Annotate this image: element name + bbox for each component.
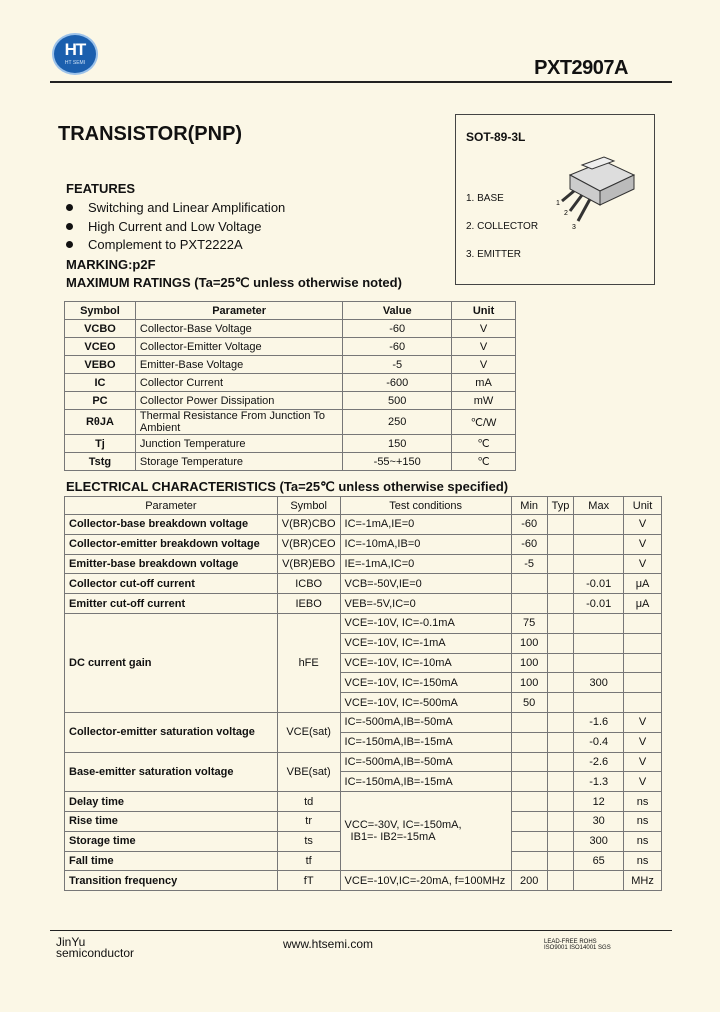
cell <box>547 534 574 554</box>
cell: Collector cut-off current <box>65 574 278 594</box>
cell: IC=-500mA,IB=-50mA <box>340 712 511 732</box>
cell <box>547 515 574 535</box>
cell: Fall time <box>65 851 278 871</box>
electrical-heading: ELECTRICAL CHARACTERISTICS (Ta=25℃ unless otherwise specified) <box>66 479 509 494</box>
cell: ℃ <box>452 453 516 471</box>
cell: Storage Temperature <box>135 453 342 471</box>
cell <box>547 613 574 633</box>
cell: μA <box>624 574 662 594</box>
cell: μA <box>624 594 662 614</box>
cell: VCE=-10V,IC=-20mA, f=100MHz <box>340 871 511 891</box>
cell: -60 <box>343 338 452 356</box>
cell: Collector Current <box>135 374 342 392</box>
cell: V <box>624 534 662 554</box>
pin-label-2: 2. COLLECTOR <box>466 221 539 232</box>
table-row <box>65 594 662 614</box>
switching-conditions <box>340 792 511 871</box>
cell: -60 <box>343 320 452 338</box>
col-header: Symbol <box>277 497 340 515</box>
cell <box>511 772 547 792</box>
svg-text:1: 1 <box>556 200 560 207</box>
cell <box>511 594 547 614</box>
col-header: Unit <box>624 497 662 515</box>
company-logo <box>52 33 98 75</box>
cell: Storage time <box>65 831 278 851</box>
table-row <box>65 613 662 633</box>
pin-label-1: 1. BASE <box>466 193 504 204</box>
cell: VCE=-10V, IC=-150mA <box>340 673 511 693</box>
bullet-icon <box>66 241 73 248</box>
cell <box>547 574 574 594</box>
website-link[interactable]: www.htsemi.com <box>283 937 374 951</box>
cell: 150 <box>343 435 452 453</box>
cell <box>511 712 547 732</box>
cell: 100 <box>511 653 547 673</box>
cell: Thermal Resistance From Junction To Ambient <box>135 410 342 435</box>
cell: td <box>277 792 340 812</box>
cell: ns <box>624 831 662 851</box>
cell: -60 <box>511 515 547 535</box>
cell: Collector-Base Voltage <box>135 320 342 338</box>
col-header: Parameter <box>65 497 278 515</box>
cell: mA <box>452 374 516 392</box>
cell: V <box>624 554 662 574</box>
cell <box>624 653 662 673</box>
cell <box>511 792 547 812</box>
cell: VCB=-50V,IE=0 <box>340 574 511 594</box>
cell: IC=-500mA,IB=-50mA <box>340 752 511 772</box>
col-header: Unit <box>452 302 516 320</box>
cell <box>547 752 574 772</box>
cell: -1.3 <box>574 772 624 792</box>
cell: 75 <box>511 613 547 633</box>
cell <box>574 653 624 673</box>
cell <box>574 693 624 713</box>
cell: 50 <box>511 693 547 713</box>
cell: Collector-emitter saturation voltage <box>65 712 278 752</box>
features-heading: FEATURES <box>66 181 136 196</box>
cell: IC=-1mA,IE=0 <box>340 515 511 535</box>
cell <box>511 732 547 752</box>
table-header-row <box>65 302 516 320</box>
cell: IEBO <box>277 594 340 614</box>
col-header: Parameter <box>135 302 342 320</box>
cell <box>511 752 547 772</box>
page-title: TRANSISTOR(PNP) <box>58 123 243 145</box>
cell: Tstg <box>65 453 136 471</box>
certifications <box>544 939 611 951</box>
cell: MHz <box>624 871 662 891</box>
cell <box>547 811 574 831</box>
cell: fT <box>277 871 340 891</box>
col-header: Symbol <box>65 302 136 320</box>
feature-item <box>66 237 243 252</box>
cert-line: ISO9001 ISO14001 SGS <box>544 945 611 951</box>
table-row <box>65 534 662 554</box>
cell: -2.6 <box>574 752 624 772</box>
cell: V <box>624 515 662 535</box>
table-row <box>65 356 516 374</box>
cell: VCE=-10V, IC=-0.1mA <box>340 613 511 633</box>
cell: 12 <box>574 792 624 812</box>
feature-text: Complement to PXT2222A <box>88 237 243 252</box>
cell: 500 <box>343 392 452 410</box>
cell: mW <box>452 392 516 410</box>
cell: ns <box>624 792 662 812</box>
table-header-row <box>65 497 662 515</box>
cell: tr <box>277 811 340 831</box>
part-number: PXT2907A <box>534 57 628 79</box>
bullet-icon <box>66 223 73 230</box>
table-row <box>65 410 516 435</box>
cell: -55~+150 <box>343 453 452 471</box>
cell: VCBO <box>65 320 136 338</box>
company-name: JinYu <box>56 935 86 949</box>
cell: -60 <box>511 534 547 554</box>
cell: Emitter-base breakdown voltage <box>65 554 278 574</box>
cell: -0.4 <box>574 732 624 752</box>
max-ratings-heading: MAXIMUM RATINGS (Ta=25℃ unless otherwise noted) <box>66 275 402 290</box>
cell: IC <box>65 374 136 392</box>
cell: VCE(sat) <box>277 712 340 752</box>
cell: RθJA <box>65 410 136 435</box>
cell: V <box>624 712 662 732</box>
cell: -0.01 <box>574 594 624 614</box>
logo-subtext: HT SEMI <box>64 60 86 66</box>
cell: -600 <box>343 374 452 392</box>
cell: DC current gain <box>65 613 278 712</box>
cert-line: LEAD-FREE ROHS <box>544 939 597 945</box>
package-box <box>455 114 655 285</box>
cell <box>547 831 574 851</box>
cell <box>574 871 624 891</box>
cell: 250 <box>343 410 452 435</box>
package-drawing-icon <box>552 153 648 235</box>
cell <box>574 515 624 535</box>
cell <box>547 712 574 732</box>
cell: Tj <box>65 435 136 453</box>
table-row <box>65 752 662 772</box>
cell <box>547 633 574 653</box>
cell: -1.6 <box>574 712 624 732</box>
cell: ts <box>277 831 340 851</box>
cell <box>574 554 624 574</box>
cell: Collector-base breakdown voltage <box>65 515 278 535</box>
table-row <box>65 515 662 535</box>
cell: VEB=-5V,IC=0 <box>340 594 511 614</box>
cell <box>511 811 547 831</box>
cell: 300 <box>574 831 624 851</box>
table-row <box>65 712 662 732</box>
cell <box>547 851 574 871</box>
cell: IC=-150mA,IB=-15mA <box>340 732 511 752</box>
bullet-icon <box>66 204 73 211</box>
table-row <box>65 554 662 574</box>
cell: Rise time <box>65 811 278 831</box>
cond-line: IB1=- IB2=-15mA <box>350 831 436 844</box>
electrical-table <box>64 496 662 891</box>
cell <box>547 653 574 673</box>
col-header: Test conditions <box>340 497 511 515</box>
cell: 100 <box>511 633 547 653</box>
table-row <box>65 435 516 453</box>
package-name: SOT-89-3L <box>466 130 526 144</box>
cell: V(BR)CBO <box>277 515 340 535</box>
cell: PC <box>65 392 136 410</box>
cell: ℃/W <box>452 410 516 435</box>
table-row <box>65 792 662 812</box>
pin-label-3: 3. EMITTER <box>466 249 522 260</box>
cell <box>547 732 574 752</box>
header-divider <box>50 81 672 83</box>
marking-text: MARKING:p2F <box>66 257 156 272</box>
cond-line: VCC=-30V, IC=-150mA, <box>344 819 462 832</box>
cell <box>511 831 547 851</box>
cell <box>624 693 662 713</box>
cell: 65 <box>574 851 624 871</box>
cell: ns <box>624 851 662 871</box>
cell <box>624 633 662 653</box>
cell: V(BR)EBO <box>277 554 340 574</box>
col-header: Min <box>511 497 547 515</box>
cell <box>547 693 574 713</box>
cell: hFE <box>277 613 340 712</box>
cell <box>574 633 624 653</box>
cell: ℃ <box>452 435 516 453</box>
cell: IC=-10mA,IB=0 <box>340 534 511 554</box>
table-row <box>65 574 662 594</box>
cell: V <box>452 320 516 338</box>
table-row <box>65 320 516 338</box>
cell: V <box>624 772 662 792</box>
cell: VCE=-10V, IC=-10mA <box>340 653 511 673</box>
cell: V <box>624 732 662 752</box>
cell: VCEO <box>65 338 136 356</box>
table-row <box>65 453 516 471</box>
cell: VCE=-10V, IC=-500mA <box>340 693 511 713</box>
cell: Transition frequency <box>65 871 278 891</box>
cell: IE=-1mA,IC=0 <box>340 554 511 574</box>
table-row <box>65 374 516 392</box>
col-header: Max <box>574 497 624 515</box>
cell <box>547 772 574 792</box>
cell: 100 <box>511 673 547 693</box>
feature-text: High Current and Low Voltage <box>88 219 262 234</box>
footer-divider <box>50 930 672 931</box>
cell: IC=-150mA,IB=-15mA <box>340 772 511 792</box>
cell <box>511 574 547 594</box>
cell <box>547 871 574 891</box>
cell <box>547 673 574 693</box>
feature-item <box>66 200 285 215</box>
cell: tf <box>277 851 340 871</box>
col-header: Value <box>343 302 452 320</box>
cell <box>624 673 662 693</box>
cell: Junction Temperature <box>135 435 342 453</box>
cell <box>624 613 662 633</box>
cell: 300 <box>574 673 624 693</box>
logo-text: HT <box>64 40 86 59</box>
cell: Collector-emitter breakdown voltage <box>65 534 278 554</box>
svg-text:2: 2 <box>564 210 568 217</box>
table-row <box>65 392 516 410</box>
cell: ns <box>624 811 662 831</box>
cell: ICBO <box>277 574 340 594</box>
cell: VCE=-10V, IC=-1mA <box>340 633 511 653</box>
cell: V <box>624 752 662 772</box>
cell <box>547 792 574 812</box>
table-row <box>65 871 662 891</box>
cell: Base-emitter saturation voltage <box>65 752 278 792</box>
cell <box>574 534 624 554</box>
col-header: Typ <box>547 497 574 515</box>
cell: V(BR)CEO <box>277 534 340 554</box>
max-ratings-table <box>64 301 516 471</box>
svg-text:3: 3 <box>572 224 576 231</box>
cell: Collector Power Dissipation <box>135 392 342 410</box>
feature-text: Switching and Linear Amplification <box>88 200 286 215</box>
cell: 30 <box>574 811 624 831</box>
cell: VEBO <box>65 356 136 374</box>
cell: 200 <box>511 871 547 891</box>
cell: -0.01 <box>574 574 624 594</box>
cell: V <box>452 356 516 374</box>
cell <box>511 851 547 871</box>
cell <box>547 594 574 614</box>
cell: Emitter-Base Voltage <box>135 356 342 374</box>
cell: V <box>452 338 516 356</box>
cell: Collector-Emitter Voltage <box>135 338 342 356</box>
company-subname: semiconductor <box>56 946 135 960</box>
cell: -5 <box>511 554 547 574</box>
cell: VBE(sat) <box>277 752 340 792</box>
cell <box>547 554 574 574</box>
table-row <box>65 338 516 356</box>
feature-item <box>66 219 261 234</box>
cell: Emitter cut-off current <box>65 594 278 614</box>
cell: -5 <box>343 356 452 374</box>
cell: Delay time <box>65 792 278 812</box>
cell <box>574 613 624 633</box>
